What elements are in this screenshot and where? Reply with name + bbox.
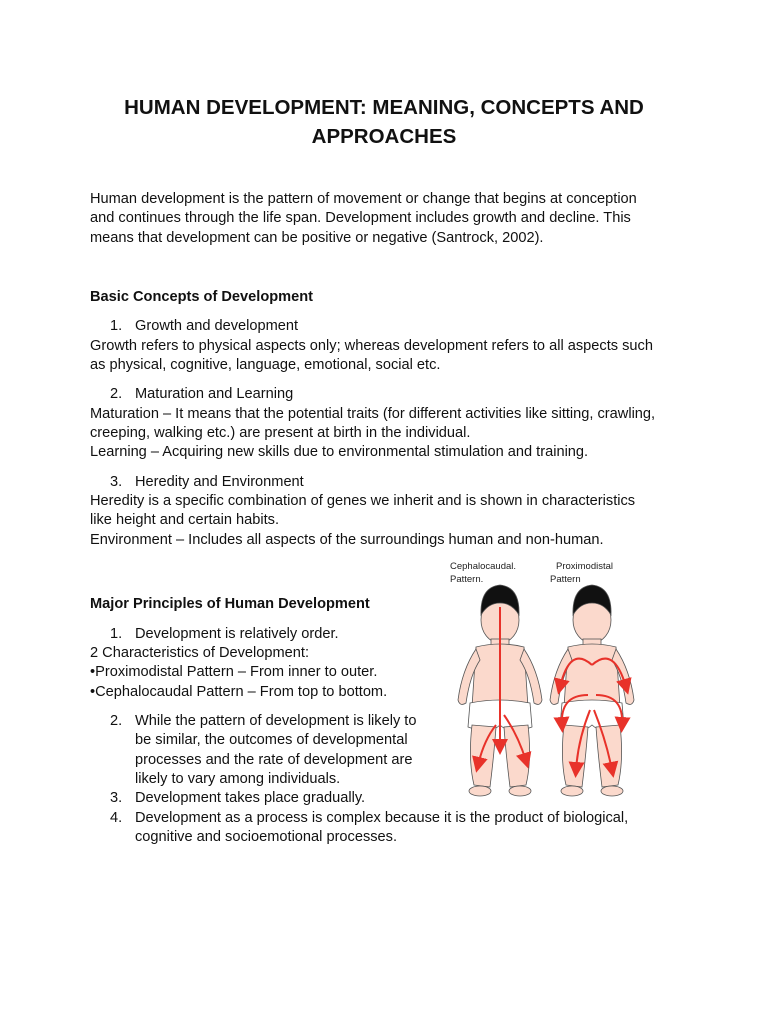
development-patterns-figure [440, 575, 660, 805]
concept-item-growth [110, 317, 298, 336]
characteristics-line: •Cephalocaudal Pattern – From top to bottom. [90, 684, 388, 700]
page-title [60, 93, 708, 151]
characteristics-line: 2 Characteristics of Development: [90, 645, 309, 661]
title-line-2: APPROACHES [311, 125, 457, 148]
concept-text: Maturation – It means that the potential traits (for different activities like sitting, crawling, [90, 406, 656, 422]
principle-item-1 [110, 625, 339, 644]
item-label: Growth and development [135, 318, 299, 334]
caption-line: Proximodistal [556, 561, 614, 572]
concept-item-maturation [110, 385, 293, 404]
item-number: 2. [110, 713, 123, 729]
item-number: 2. [110, 386, 123, 402]
principle-item-3 [110, 789, 365, 808]
item-label: Heredity and Environment [135, 474, 304, 490]
item-text: Development is relatively order. [135, 626, 339, 642]
concept-text: Growth refers to physical aspects only; whereas development refers to all aspects such [90, 338, 653, 354]
concept-text: Learning – Acquiring new skills due to environmental stimulation and training. [90, 444, 589, 460]
concept-text: creeping, walking etc.) are present at birth in the individual. [90, 425, 471, 441]
concept-text: Heredity is a specific combination of genes we inherit and is shown in characteristics [90, 493, 636, 509]
title-line-1: HUMAN DEVELOPMENT: MEANING, CONCEPTS AND [124, 96, 644, 119]
intro-line: and continues through the life span. Development includes growth and decline. This [90, 210, 631, 226]
baby-proximodistal-illustration [550, 585, 634, 796]
concept-text: Environment – Includes all aspects of the surroundings human and non-human. [90, 532, 604, 548]
principle-item-2-text: likely to vary among individuals. [135, 771, 341, 787]
caption-line: Cephalocaudal. [450, 561, 517, 572]
intro-line: Human development is the pattern of movement or change that begins at conception [90, 191, 637, 207]
concept-item-heredity [110, 473, 304, 492]
principle-item-4 [110, 809, 628, 828]
item-label: Maturation and Learning [135, 386, 294, 402]
item-number: 1. [110, 318, 123, 334]
item-text: Development as a process is complex because it is the product of biological, [135, 810, 629, 826]
basic-concepts-heading: Basic Concepts of Development [90, 289, 314, 305]
principle-item-2-text: processes and the rate of development are [135, 752, 413, 768]
principle-item-2 [110, 712, 416, 731]
characteristics-line: •Proximodistal Pattern – From inner to outer. [90, 664, 378, 680]
item-number: 1. [110, 626, 123, 642]
concept-text: as physical, cognitive, language, emotional, social etc. [90, 357, 441, 373]
principle-item-4-text: cognitive and socioemotional processes. [135, 829, 398, 845]
item-number: 4. [110, 810, 123, 826]
principles-heading: Major Principles of Human Development [90, 596, 370, 612]
caption-line: Pattern. [450, 573, 484, 585]
caption-line: Pattern [550, 573, 581, 585]
item-text: Development takes place gradually. [135, 790, 366, 806]
item-number: 3. [110, 474, 123, 490]
item-text: While the pattern of development is likely to [135, 713, 417, 729]
principle-item-2-text: be similar, the outcomes of developmental [135, 732, 408, 748]
intro-line: means that development can be positive or negative (Santrock, 2002). [90, 230, 544, 246]
concept-text: like height and certain habits. [90, 512, 280, 528]
item-number: 3. [110, 790, 123, 806]
